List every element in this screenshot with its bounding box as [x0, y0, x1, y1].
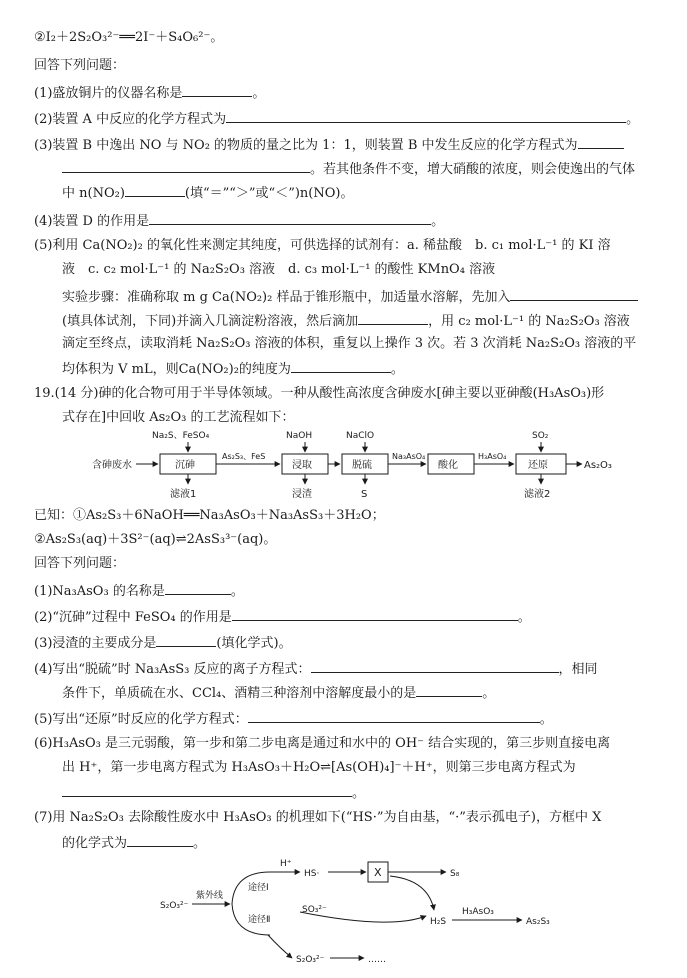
part-4-line-2: [62, 682, 673, 704]
arrow-label: H₃AsO₄: [478, 452, 507, 461]
question-1-text: (1)盛放铜片的仪器名称是: [34, 86, 183, 101]
answer-blank[interactable]: [149, 210, 431, 225]
part-3-text: (3)浸渣的主要成分是: [34, 636, 157, 651]
reagent-label: NaOH: [286, 431, 313, 441]
answer-blank[interactable]: [182, 82, 252, 97]
question-5-text-5: ，用 c₂ mol·L⁻¹ 的 Na₂S₂O₃ 溶液: [428, 314, 630, 329]
period: 。: [431, 214, 445, 229]
answer-blank[interactable]: [62, 158, 310, 173]
part-1: [34, 580, 673, 602]
part-2: [34, 606, 673, 628]
answer-header: 回答下列问题：: [34, 58, 126, 73]
question-5-line-4: [62, 310, 673, 332]
answer-blank[interactable]: [165, 580, 231, 595]
mech-curve: [300, 912, 426, 922]
mech-dots: ……: [368, 955, 386, 965]
part-4-line-1: [34, 658, 673, 680]
part-3-text-2: (填化学式)。: [216, 636, 292, 651]
mech-h3aso3: H₃AsO₃: [462, 907, 494, 917]
step-label: 浸取: [292, 460, 312, 471]
part-5: [34, 708, 673, 730]
answer-blank[interactable]: [127, 832, 193, 847]
known-2: ②As₂S₃(aq)＋3S²⁻(aq)⇌2AsS₃³⁻(aq)。: [34, 532, 277, 547]
step-label: 沉砷: [175, 460, 195, 471]
question-1: [34, 82, 673, 104]
answer-blank[interactable]: [248, 708, 540, 723]
question-3-text-2: 。若其他条件不变，增大硝酸的浓度，则会使逸出的气体: [310, 162, 636, 177]
mech-curve: [390, 876, 434, 910]
mech-start: S₂O₃²⁻: [160, 901, 189, 911]
question-3-text: (3)装置 B 中逸出 NO 与 NO₂ 的物质的量之比为 1：1，则装置 B 中发生反应的化学方程式为: [34, 138, 578, 153]
mech-box-label: X: [374, 866, 382, 879]
answer-blank[interactable]: [358, 310, 428, 325]
question-19-intro-1: 19.(14 分)砷的化合物可用于半导体领域。一种从酸性高浓度含砷废水[砷主要以亚砷酸(H₃AsO₃)形: [34, 386, 605, 401]
step-label: 脱硫: [352, 460, 372, 471]
period: 。: [193, 836, 207, 851]
step-label: 还原: [528, 460, 548, 471]
step-label: 酸化: [438, 460, 458, 471]
period: 。: [482, 686, 496, 701]
question-3-text-4: (填“＝”“＞”或“＜”)n(NO)。: [184, 186, 354, 201]
flow-input: 含砷废水: [92, 460, 132, 471]
answer-blank[interactable]: [578, 134, 624, 149]
arrow-label: As₂S₃、FeS: [222, 452, 266, 461]
mech-path-2: 途径Ⅱ: [248, 915, 271, 925]
question-3-line-2: [62, 158, 673, 180]
period: 。: [230, 584, 244, 599]
question-5-text-3: 实验步骤：准确称取 m g Ca(NO₂)₂ 样品于锥形瓶中，加适量水溶解，先加入: [62, 290, 511, 305]
question-3-line-3: [62, 182, 673, 204]
answer-header-19: 回答下列问题：: [34, 556, 126, 571]
question-5-line-2: 液 c. c₂ mol·L⁻¹ 的 Na₂S₂O₃ 溶液 d. c₃ mol·L⁻¹ 的酸性 KMnO₄ 溶液: [62, 262, 496, 277]
answer-blank[interactable]: [232, 606, 518, 621]
answer-blank[interactable]: [125, 182, 185, 197]
mech-so3: SO₃²⁻: [302, 905, 327, 915]
answer-blank[interactable]: [416, 682, 482, 697]
part-4-text-2: ，相同: [558, 662, 598, 677]
answer-blank[interactable]: [311, 658, 559, 673]
part-3: [34, 632, 673, 654]
byproduct-label: 滤液2: [524, 489, 551, 500]
equation-2: ②I₂＋2S₂O₃²⁻══2I⁻＋S₄O₆²⁻。: [34, 30, 224, 45]
part-6-line-2: 出 H⁺，第一步电离方程式为 H₃AsO₃＋H₂O⇌[As(OH)₄]⁻＋H⁺，则第三步电离方程式为: [62, 760, 576, 775]
part-6-line-3: [62, 782, 673, 804]
byproduct-label: 滤液1: [170, 489, 197, 500]
period: 。: [539, 712, 553, 727]
step-box-jinqu: [282, 454, 328, 474]
mech-curve: [268, 935, 292, 958]
answer-blank[interactable]: [291, 358, 391, 373]
mech-path-1: 途径Ⅰ: [248, 883, 269, 893]
question-5-line-5: 滴定至终点，读取消耗 Na₂S₂O₃ 溶液的体积，重复以上操作 3 次。若 3 次消耗 Na₂S₂O₃ 溶液的平: [62, 336, 637, 351]
part-4-text: (4)写出“脱硫”时 Na₃AsS₃ 反应的离子方程式：: [34, 662, 311, 677]
part-4-text-3: 条件下，单质硫在水、CCl₄、酒精三种溶剂中溶解度最小的是: [62, 686, 417, 701]
question-4-text: (4)装置 D 的作用是: [34, 214, 150, 229]
question-3-text-3: 中 n(NO₂): [62, 186, 125, 201]
process-flowchart: [92, 431, 612, 500]
question-2-text: (2)装置 A 中反应的化学方程式为: [34, 112, 227, 127]
mech-branch-up: [232, 872, 270, 904]
mech-box: [368, 862, 388, 882]
known-1: 已知：①As₂S₃＋6NaOH══Na₃AsO₃＋Na₃AsS₃＋3H₂O；: [34, 508, 385, 523]
arrow-label: Na₃AsO₄: [392, 452, 426, 461]
question-5-text-6: 均体积为 V mL，则Ca(NO₂)₂的纯度为: [62, 362, 291, 377]
question-4: [34, 210, 673, 232]
question-5-line-6: [62, 358, 673, 380]
step-box-chensha: [160, 454, 216, 474]
mech-uv: 紫外线: [196, 891, 224, 901]
reagent-label: SO₂: [532, 431, 549, 441]
question-3-line-1: [34, 134, 673, 156]
mechanism-diagram: [160, 859, 550, 965]
part-6-line-1: (6)H₃AsO₃ 是三元弱酸，第一步和第二步电离是通过和水中的 OH⁻ 结合实现的，第三步则直接电离: [34, 736, 611, 751]
flow-output: As₂O₃: [584, 460, 612, 471]
question-19-intro-2: 式存在]中回收 As₂O₃ 的工艺流程如下：: [62, 410, 295, 425]
step-box-suanhua: [428, 454, 474, 474]
answer-blank[interactable]: [226, 108, 626, 123]
reagent-label: NaClO: [346, 431, 375, 441]
answer-blank[interactable]: [62, 782, 352, 797]
question-5-text-4: (填具体试剂，下同)并滴入几滴淀粉溶液，然后滴加: [62, 314, 359, 329]
period: 。: [352, 786, 366, 801]
mech-as2s3: As₂S₃: [526, 917, 550, 927]
part-2-text: (2)“沉砷”过程中 FeSO₄ 的作用是: [34, 610, 232, 625]
mech-hplus: H⁺: [280, 859, 292, 869]
part-5-text: (5)写出“还原”时反应的化学方程式：: [34, 712, 248, 727]
period: 。: [626, 112, 640, 127]
mech-branch-down: [232, 904, 270, 935]
mech-hs: HS·: [304, 869, 320, 879]
part-1-text: (1)Na₃AsO₃ 的名称是: [34, 584, 165, 599]
period: 。: [252, 86, 266, 101]
mech-h2s: H₂S: [430, 917, 447, 927]
question-5-line-1: (5)利用 Ca(NO₂)₂ 的氧化性来测定其纯度，可供选择的试剂有：a. 稀盐酸 b. c₁ mol·L⁻¹ 的 KI 溶: [34, 238, 611, 253]
step-box-huanyuan: [516, 454, 566, 474]
part-7-line-1: (7)用 Na₂S₂O₃ 去除酸性废水中 H₃AsO₃ 的机理如下(“HS·”为自由基，“·”表示孤电子)，方框中 X: [34, 810, 602, 825]
step-box-tuoliu: [342, 454, 388, 474]
part-7-text: 的化学式为: [62, 836, 128, 851]
part-7-line-2: [62, 832, 673, 854]
question-2: [34, 108, 673, 130]
answer-blank[interactable]: [156, 632, 216, 647]
period: 。: [390, 362, 404, 377]
answer-blank[interactable]: [510, 286, 638, 301]
byproduct-label: S: [361, 489, 368, 500]
reagent-label: Na₂S、FeSO₄: [152, 431, 210, 441]
byproduct-label: 浸渣: [292, 489, 312, 500]
mech-s2o3-b: S₂O₃²⁻: [296, 955, 325, 965]
mech-s8: S₈: [450, 869, 460, 879]
question-5-line-3: [62, 286, 673, 308]
period: 。: [517, 610, 531, 625]
